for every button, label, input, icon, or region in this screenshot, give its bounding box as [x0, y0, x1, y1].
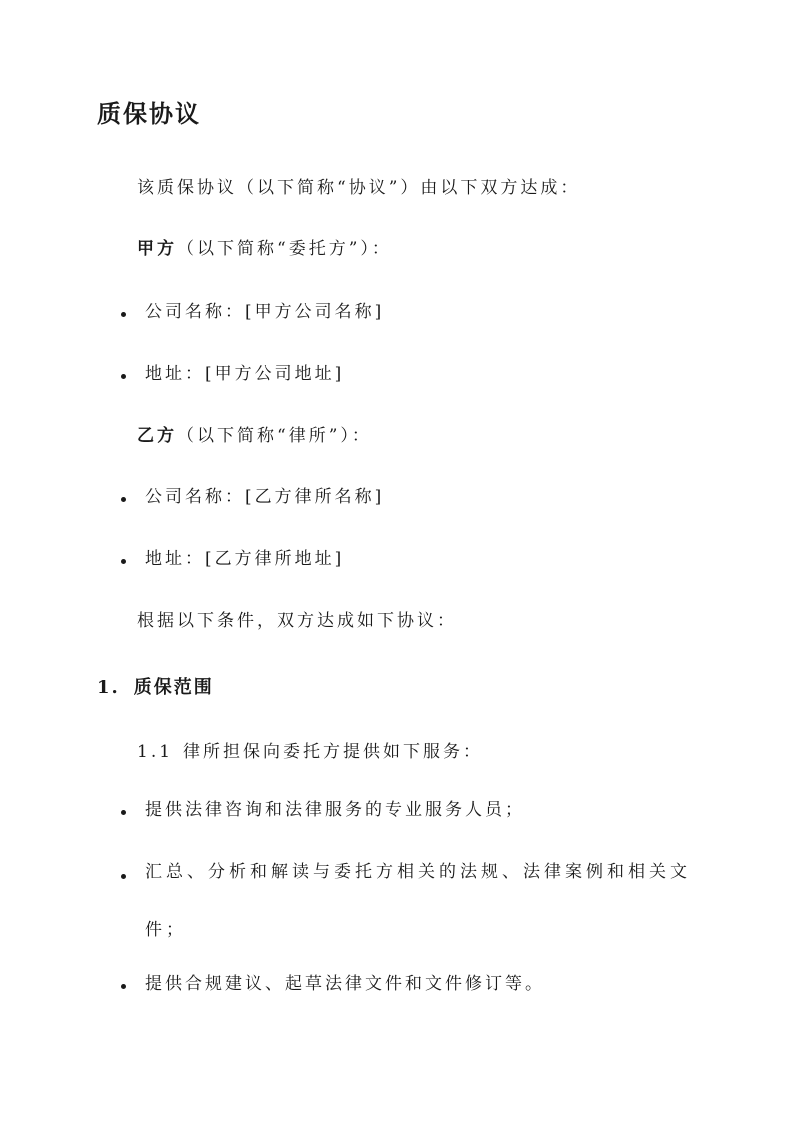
bullet-icon: [121, 374, 126, 379]
subsection-1-1-text: 律所担保向委托方提供如下服务：: [183, 742, 484, 762]
section-1-title: 质保范围: [133, 677, 214, 698]
party-a-desc: （以下简称“委托方”）：: [177, 239, 392, 259]
bullet-icon: [121, 810, 126, 815]
subsection-1-1: [137, 737, 483, 762]
service-item: 提供合规建议、起草法律文件和文件修订等。: [145, 974, 545, 994]
party-a-heading: [137, 237, 392, 261]
service-item: 汇总、分析和解读与委托方相关的法规、法律案例和相关文件；: [145, 862, 691, 940]
bullet-icon: [121, 874, 126, 879]
party-b-label: 乙方: [137, 426, 177, 446]
section-1-heading: [97, 673, 214, 699]
intro-paragraph: 该质保协议（以下简称“协议”）由以下双方达成：: [137, 178, 581, 198]
section-1-number: 1.: [97, 677, 120, 698]
party-b-heading: [137, 424, 372, 448]
bullet-icon: [121, 559, 126, 564]
party-a-label: 甲方: [137, 239, 177, 259]
bullet-icon: [121, 312, 126, 317]
party-a-company-name: 公司名称：[甲方公司名称]: [145, 302, 385, 322]
party-b-desc: （以下简称“律所”）：: [177, 426, 372, 446]
subsection-1-1-number: 1.1: [137, 742, 174, 762]
conditions-intro: 根据以下条件，双方达成如下协议：: [137, 611, 457, 631]
bullet-icon: [121, 984, 126, 989]
party-b-address: 地址：[乙方律所地址]: [145, 549, 345, 569]
bullet-icon: [121, 497, 126, 502]
party-a-address: 地址：[甲方公司地址]: [145, 364, 345, 384]
document-title: 质保协议: [97, 99, 201, 128]
party-b-company-name: 公司名称：[乙方律所名称]: [145, 487, 385, 507]
service-item: 提供法律咨询和法律服务的专业服务人员；: [145, 800, 525, 820]
